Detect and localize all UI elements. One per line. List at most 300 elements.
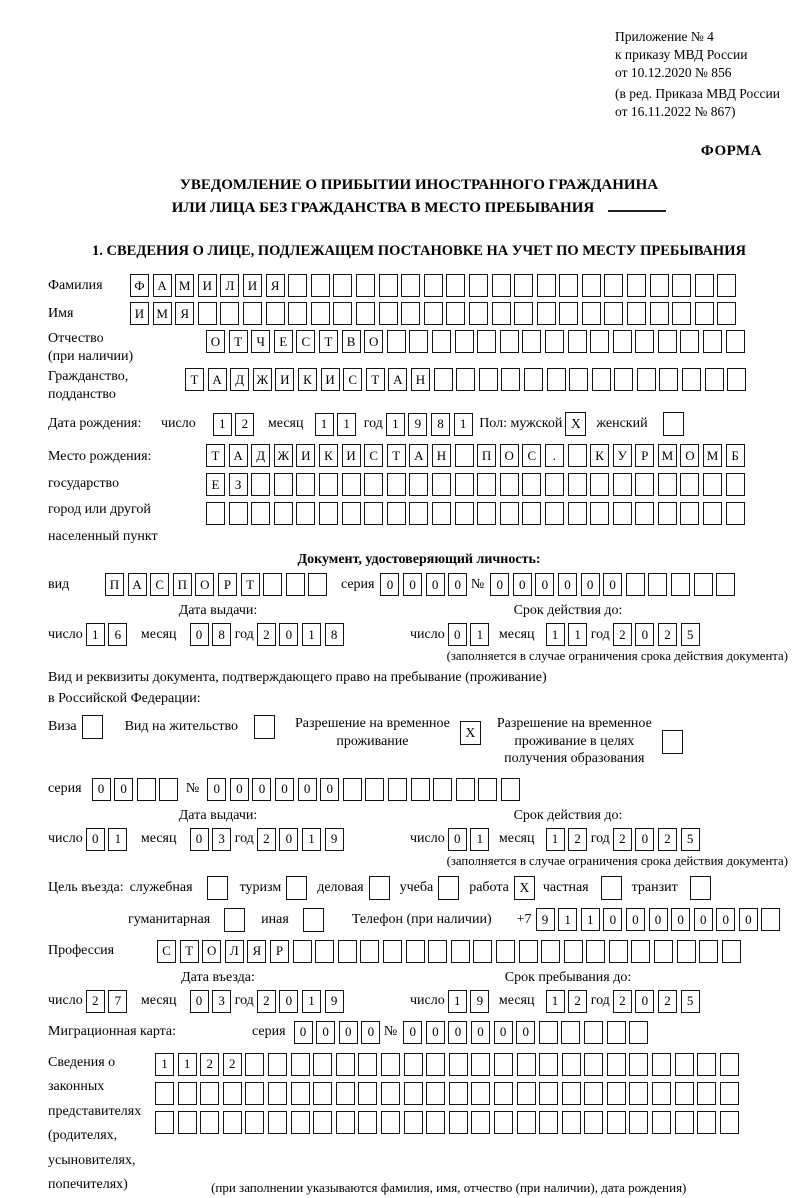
char-cell[interactable] — [703, 502, 722, 525]
char-cell[interactable]: А — [208, 368, 227, 391]
char-cell[interactable] — [333, 302, 352, 325]
char-cell[interactable]: А — [153, 274, 172, 297]
identity-doc-series-cells[interactable] — [380, 573, 470, 596]
char-cell[interactable] — [387, 502, 406, 525]
char-cell[interactable] — [545, 330, 564, 353]
char-cell[interactable]: Ж — [253, 368, 272, 391]
char-cell[interactable] — [501, 368, 520, 391]
char-cell[interactable]: 0 — [649, 908, 668, 931]
migration-number-cells[interactable] — [403, 1021, 652, 1044]
char-cell[interactable] — [501, 778, 520, 801]
char-cell[interactable]: Я — [175, 302, 194, 325]
char-cell[interactable]: . — [545, 444, 564, 467]
char-cell[interactable] — [266, 302, 285, 325]
char-cell[interactable]: 1 — [302, 828, 321, 851]
char-cell[interactable] — [564, 940, 583, 963]
char-cell[interactable] — [428, 940, 447, 963]
char-cell[interactable]: 0 — [230, 778, 249, 801]
char-cell[interactable] — [358, 1111, 377, 1134]
char-cell[interactable]: В — [342, 330, 361, 353]
char-cell[interactable] — [245, 1053, 264, 1076]
char-cell[interactable]: Д — [230, 368, 249, 391]
char-cell[interactable] — [675, 1082, 694, 1105]
char-cell[interactable] — [613, 502, 632, 525]
char-cell[interactable] — [658, 473, 677, 496]
char-cell[interactable] — [626, 573, 645, 596]
char-cell[interactable] — [717, 302, 736, 325]
char-cell[interactable] — [514, 302, 533, 325]
char-cell[interactable] — [652, 1111, 671, 1134]
char-cell[interactable]: 0 — [316, 1021, 335, 1044]
char-cell[interactable]: А — [229, 444, 248, 467]
char-cell[interactable]: С — [522, 444, 541, 467]
purpose-tourism-checkbox[interactable] — [286, 876, 307, 900]
char-cell[interactable] — [586, 940, 605, 963]
char-cell[interactable]: Я — [247, 940, 266, 963]
char-cell[interactable]: 2 — [658, 990, 677, 1013]
char-cell[interactable] — [654, 940, 673, 963]
char-cell[interactable] — [336, 1053, 355, 1076]
char-cell[interactable] — [697, 1053, 716, 1076]
char-cell[interactable] — [590, 330, 609, 353]
char-cell[interactable]: 9 — [470, 990, 489, 1013]
char-cell[interactable] — [479, 368, 498, 391]
char-cell[interactable] — [695, 274, 714, 297]
temp-permit-checkbox[interactable]: X — [460, 721, 481, 745]
char-cell[interactable] — [559, 274, 578, 297]
char-cell[interactable]: Я — [266, 274, 285, 297]
char-cell[interactable] — [251, 473, 270, 496]
char-cell[interactable] — [338, 940, 357, 963]
char-cell[interactable]: 7 — [108, 990, 127, 1013]
char-cell[interactable] — [356, 274, 375, 297]
char-cell[interactable]: 2 — [568, 990, 587, 1013]
char-cell[interactable] — [319, 473, 338, 496]
char-cell[interactable]: 0 — [516, 1021, 535, 1044]
residence-number-cells[interactable] — [207, 778, 523, 801]
char-cell[interactable]: 5 — [681, 623, 700, 646]
char-cell[interactable] — [358, 1082, 377, 1105]
char-cell[interactable] — [677, 940, 696, 963]
char-cell[interactable]: Н — [432, 444, 451, 467]
char-cell[interactable]: 2 — [223, 1053, 242, 1076]
char-cell[interactable] — [432, 502, 451, 525]
char-cell[interactable] — [590, 502, 609, 525]
char-cell[interactable] — [726, 330, 745, 353]
char-cell[interactable]: 1 — [470, 623, 489, 646]
char-cell[interactable] — [424, 302, 443, 325]
identity-doc-number-cells[interactable] — [490, 573, 739, 596]
char-cell[interactable] — [313, 1053, 332, 1076]
char-cell[interactable]: Т — [387, 444, 406, 467]
char-cell[interactable]: М — [175, 274, 194, 297]
char-cell[interactable] — [286, 573, 305, 596]
char-cell[interactable]: С — [150, 573, 169, 596]
char-cell[interactable] — [471, 1053, 490, 1076]
char-cell[interactable]: 0 — [448, 1021, 467, 1044]
char-cell[interactable] — [717, 274, 736, 297]
char-cell[interactable] — [308, 573, 327, 596]
char-cell[interactable]: С — [364, 444, 383, 467]
char-cell[interactable] — [406, 940, 425, 963]
char-cell[interactable] — [627, 302, 646, 325]
char-cell[interactable] — [426, 1111, 445, 1134]
identity-issue-day-cells[interactable] — [86, 623, 131, 646]
char-cell[interactable]: 0 — [471, 1021, 490, 1044]
char-cell[interactable] — [364, 502, 383, 525]
char-cell[interactable]: 0 — [490, 573, 509, 596]
char-cell[interactable] — [519, 940, 538, 963]
char-cell[interactable]: 0 — [448, 623, 467, 646]
char-cell[interactable] — [545, 502, 564, 525]
char-cell[interactable] — [336, 1082, 355, 1105]
char-cell[interactable] — [590, 473, 609, 496]
char-cell[interactable] — [379, 274, 398, 297]
char-cell[interactable] — [569, 368, 588, 391]
char-cell[interactable] — [455, 330, 474, 353]
char-cell[interactable]: О — [195, 573, 214, 596]
char-cell[interactable]: 5 — [681, 990, 700, 1013]
char-cell[interactable] — [477, 473, 496, 496]
char-cell[interactable] — [471, 1082, 490, 1105]
char-cell[interactable] — [387, 330, 406, 353]
char-cell[interactable] — [409, 330, 428, 353]
char-cell[interactable] — [726, 502, 745, 525]
char-cell[interactable]: А — [409, 444, 428, 467]
residence-issue-day-cells[interactable] — [86, 828, 131, 851]
char-cell[interactable] — [627, 274, 646, 297]
char-cell[interactable]: 0 — [320, 778, 339, 801]
char-cell[interactable]: 0 — [361, 1021, 380, 1044]
char-cell[interactable]: 0 — [190, 828, 209, 851]
char-cell[interactable] — [364, 473, 383, 496]
char-cell[interactable]: 2 — [86, 990, 105, 1013]
char-cell[interactable]: Е — [206, 473, 225, 496]
char-cell[interactable]: 0 — [207, 778, 226, 801]
birth-day-cells[interactable] — [213, 413, 258, 436]
char-cell[interactable] — [492, 302, 511, 325]
char-cell[interactable] — [387, 473, 406, 496]
char-cell[interactable] — [635, 502, 654, 525]
char-cell[interactable] — [409, 473, 428, 496]
char-cell[interactable] — [360, 940, 379, 963]
char-cell[interactable] — [358, 1053, 377, 1076]
char-cell[interactable]: 1 — [546, 990, 565, 1013]
char-cell[interactable] — [381, 1053, 400, 1076]
char-cell[interactable] — [680, 330, 699, 353]
sex-female-checkbox[interactable] — [663, 412, 684, 436]
char-cell[interactable]: Ж — [274, 444, 293, 467]
char-cell[interactable]: И — [296, 444, 315, 467]
char-cell[interactable]: М — [658, 444, 677, 467]
char-cell[interactable] — [446, 274, 465, 297]
char-cell[interactable] — [524, 368, 543, 391]
char-cell[interactable]: 1 — [558, 908, 577, 931]
char-cell[interactable] — [446, 302, 465, 325]
char-cell[interactable]: К — [590, 444, 609, 467]
birth-place-cells-row2[interactable] — [206, 473, 748, 496]
char-cell[interactable] — [697, 1111, 716, 1134]
char-cell[interactable] — [592, 368, 611, 391]
char-cell[interactable]: П — [105, 573, 124, 596]
char-cell[interactable] — [434, 368, 453, 391]
char-cell[interactable] — [319, 502, 338, 525]
char-cell[interactable]: И — [275, 368, 294, 391]
identity-issue-month-cells[interactable] — [190, 623, 235, 646]
char-cell[interactable] — [263, 573, 282, 596]
birth-place-cells-row1[interactable] — [206, 444, 748, 467]
char-cell[interactable] — [455, 444, 474, 467]
char-cell[interactable] — [613, 330, 632, 353]
char-cell[interactable] — [251, 502, 270, 525]
representatives-cells-row3[interactable] — [155, 1111, 742, 1134]
char-cell[interactable] — [477, 502, 496, 525]
char-cell[interactable] — [682, 368, 701, 391]
char-cell[interactable] — [223, 1111, 242, 1134]
char-cell[interactable]: 0 — [294, 1021, 313, 1044]
char-cell[interactable] — [449, 1053, 468, 1076]
char-cell[interactable] — [522, 502, 541, 525]
char-cell[interactable] — [365, 778, 384, 801]
char-cell[interactable]: 1 — [337, 413, 356, 436]
char-cell[interactable]: 0 — [739, 908, 758, 931]
char-cell[interactable]: 1 — [454, 413, 473, 436]
char-cell[interactable] — [471, 1111, 490, 1134]
char-cell[interactable] — [726, 473, 745, 496]
char-cell[interactable] — [313, 1082, 332, 1105]
citizenship-cells[interactable] — [185, 368, 750, 391]
char-cell[interactable]: Н — [411, 368, 430, 391]
char-cell[interactable]: И — [243, 274, 262, 297]
char-cell[interactable] — [697, 1082, 716, 1105]
char-cell[interactable]: Р — [218, 573, 237, 596]
char-cell[interactable] — [401, 302, 420, 325]
char-cell[interactable] — [562, 1111, 581, 1134]
char-cell[interactable]: 9 — [325, 990, 344, 1013]
char-cell[interactable] — [229, 502, 248, 525]
char-cell[interactable] — [537, 302, 556, 325]
char-cell[interactable]: 9 — [536, 908, 555, 931]
char-cell[interactable]: Р — [270, 940, 289, 963]
char-cell[interactable] — [629, 1082, 648, 1105]
residence-expiry-day-cells[interactable] — [448, 828, 493, 851]
char-cell[interactable]: 0 — [626, 908, 645, 931]
char-cell[interactable]: 1 — [386, 413, 405, 436]
char-cell[interactable] — [584, 1053, 603, 1076]
char-cell[interactable] — [561, 1021, 580, 1044]
char-cell[interactable] — [411, 778, 430, 801]
char-cell[interactable] — [494, 1082, 513, 1105]
char-cell[interactable]: У — [613, 444, 632, 467]
char-cell[interactable] — [206, 502, 225, 525]
char-cell[interactable] — [705, 368, 724, 391]
char-cell[interactable]: 0 — [635, 623, 654, 646]
char-cell[interactable]: 9 — [408, 413, 427, 436]
char-cell[interactable] — [500, 330, 519, 353]
char-cell[interactable]: 0 — [716, 908, 735, 931]
char-cell[interactable] — [648, 573, 667, 596]
char-cell[interactable] — [268, 1053, 287, 1076]
char-cell[interactable] — [604, 274, 623, 297]
char-cell[interactable]: М — [153, 302, 172, 325]
char-cell[interactable] — [291, 1082, 310, 1105]
char-cell[interactable]: 1 — [213, 413, 232, 436]
char-cell[interactable] — [449, 1111, 468, 1134]
char-cell[interactable]: 1 — [448, 990, 467, 1013]
char-cell[interactable]: 2 — [257, 990, 276, 1013]
char-cell[interactable]: 0 — [403, 573, 422, 596]
purpose-transit-checkbox[interactable] — [690, 876, 711, 900]
char-cell[interactable] — [155, 1082, 174, 1105]
char-cell[interactable] — [455, 502, 474, 525]
char-cell[interactable]: О — [500, 444, 519, 467]
phone-cells[interactable] — [536, 908, 785, 931]
char-cell[interactable] — [607, 1082, 626, 1105]
char-cell[interactable] — [426, 1082, 445, 1105]
char-cell[interactable] — [494, 1111, 513, 1134]
char-cell[interactable] — [311, 302, 330, 325]
identity-expiry-year-cells[interactable] — [613, 623, 703, 646]
char-cell[interactable]: 0 — [603, 908, 622, 931]
char-cell[interactable] — [496, 940, 515, 963]
char-cell[interactable]: 0 — [426, 573, 445, 596]
char-cell[interactable]: 1 — [302, 623, 321, 646]
char-cell[interactable]: 1 — [568, 623, 587, 646]
char-cell[interactable]: 0 — [448, 573, 467, 596]
char-cell[interactable] — [245, 1111, 264, 1134]
char-cell[interactable] — [517, 1053, 536, 1076]
char-cell[interactable] — [268, 1082, 287, 1105]
char-cell[interactable] — [432, 330, 451, 353]
char-cell[interactable] — [424, 274, 443, 297]
char-cell[interactable] — [311, 274, 330, 297]
char-cell[interactable] — [178, 1111, 197, 1134]
char-cell[interactable] — [582, 274, 601, 297]
char-cell[interactable]: 1 — [302, 990, 321, 1013]
char-cell[interactable] — [607, 1053, 626, 1076]
char-cell[interactable]: О — [206, 330, 225, 353]
entry-day-cells[interactable] — [86, 990, 131, 1013]
char-cell[interactable] — [381, 1082, 400, 1105]
char-cell[interactable]: Т — [319, 330, 338, 353]
char-cell[interactable]: 1 — [178, 1053, 197, 1076]
birth-month-cells[interactable] — [315, 413, 360, 436]
char-cell[interactable] — [315, 940, 334, 963]
char-cell[interactable]: 1 — [546, 828, 565, 851]
patronymic-cells[interactable] — [206, 330, 748, 353]
char-cell[interactable] — [517, 1111, 536, 1134]
char-cell[interactable] — [342, 473, 361, 496]
char-cell[interactable]: 0 — [513, 573, 532, 596]
char-cell[interactable]: 8 — [325, 623, 344, 646]
char-cell[interactable] — [432, 473, 451, 496]
char-cell[interactable]: 3 — [212, 990, 231, 1013]
char-cell[interactable]: 1 — [581, 908, 600, 931]
char-cell[interactable]: 2 — [257, 828, 276, 851]
char-cell[interactable]: 0 — [279, 623, 298, 646]
char-cell[interactable] — [223, 1082, 242, 1105]
char-cell[interactable] — [517, 1082, 536, 1105]
char-cell[interactable] — [409, 502, 428, 525]
char-cell[interactable] — [381, 1111, 400, 1134]
char-cell[interactable] — [539, 1021, 558, 1044]
char-cell[interactable]: 2 — [658, 828, 677, 851]
char-cell[interactable] — [559, 302, 578, 325]
char-cell[interactable] — [650, 274, 669, 297]
char-cell[interactable] — [137, 778, 156, 801]
char-cell[interactable] — [456, 778, 475, 801]
char-cell[interactable]: О — [202, 940, 221, 963]
char-cell[interactable]: И — [342, 444, 361, 467]
char-cell[interactable] — [607, 1111, 626, 1134]
char-cell[interactable]: М — [703, 444, 722, 467]
char-cell[interactable] — [274, 473, 293, 496]
char-cell[interactable]: З — [229, 473, 248, 496]
char-cell[interactable]: И — [321, 368, 340, 391]
char-cell[interactable] — [675, 1053, 694, 1076]
char-cell[interactable] — [584, 1111, 603, 1134]
char-cell[interactable] — [296, 473, 315, 496]
char-cell[interactable]: 0 — [671, 908, 690, 931]
edu-permit-checkbox[interactable] — [662, 730, 683, 754]
char-cell[interactable]: 8 — [431, 413, 450, 436]
char-cell[interactable]: 0 — [92, 778, 111, 801]
char-cell[interactable]: 0 — [448, 828, 467, 851]
char-cell[interactable] — [703, 473, 722, 496]
char-cell[interactable] — [155, 1111, 174, 1134]
char-cell[interactable] — [198, 302, 217, 325]
char-cell[interactable] — [433, 778, 452, 801]
char-cell[interactable]: К — [319, 444, 338, 467]
char-cell[interactable]: 0 — [535, 573, 554, 596]
char-cell[interactable] — [699, 940, 718, 963]
char-cell[interactable] — [333, 274, 352, 297]
char-cell[interactable]: П — [477, 444, 496, 467]
char-cell[interactable]: П — [173, 573, 192, 596]
identity-issue-year-cells[interactable] — [257, 623, 347, 646]
char-cell[interactable] — [541, 940, 560, 963]
char-cell[interactable] — [291, 1111, 310, 1134]
char-cell[interactable] — [604, 302, 623, 325]
char-cell[interactable] — [720, 1082, 739, 1105]
char-cell[interactable] — [514, 274, 533, 297]
char-cell[interactable]: Т — [241, 573, 260, 596]
char-cell[interactable] — [200, 1082, 219, 1105]
char-cell[interactable] — [342, 502, 361, 525]
char-cell[interactable] — [659, 368, 678, 391]
char-cell[interactable]: 0 — [114, 778, 133, 801]
char-cell[interactable] — [313, 1111, 332, 1134]
char-cell[interactable] — [694, 573, 713, 596]
char-cell[interactable] — [478, 778, 497, 801]
char-cell[interactable]: 2 — [658, 623, 677, 646]
char-cell[interactable] — [220, 302, 239, 325]
char-cell[interactable]: А — [128, 573, 147, 596]
char-cell[interactable]: 0 — [190, 623, 209, 646]
visa-checkbox[interactable] — [82, 715, 103, 739]
char-cell[interactable]: К — [298, 368, 317, 391]
char-cell[interactable]: 2 — [235, 413, 254, 436]
char-cell[interactable]: А — [388, 368, 407, 391]
char-cell[interactable]: 0 — [252, 778, 271, 801]
char-cell[interactable]: 0 — [603, 573, 622, 596]
char-cell[interactable]: 9 — [325, 828, 344, 851]
char-cell[interactable] — [268, 1111, 287, 1134]
char-cell[interactable] — [568, 502, 587, 525]
sex-male-checkbox[interactable]: X — [565, 412, 586, 436]
migration-series-cells[interactable] — [294, 1021, 384, 1044]
char-cell[interactable] — [343, 778, 362, 801]
